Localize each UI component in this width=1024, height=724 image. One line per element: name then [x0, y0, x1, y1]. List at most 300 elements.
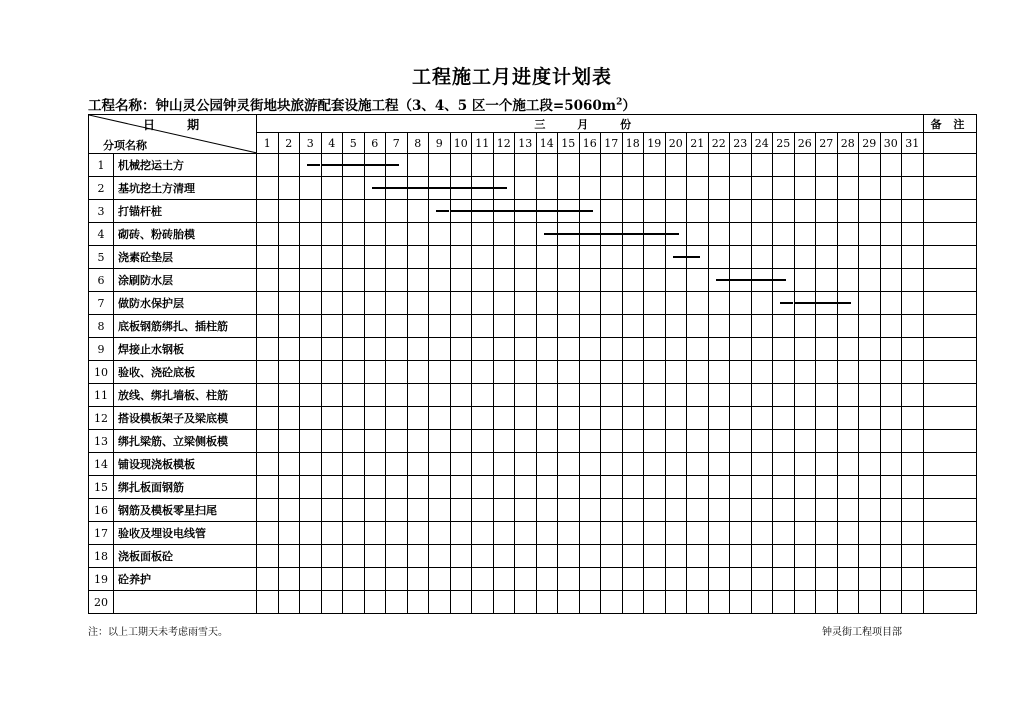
day-cell	[902, 361, 924, 384]
task-row	[89, 361, 977, 384]
day-cell	[708, 269, 730, 292]
day-cell	[622, 384, 644, 407]
day-cell	[773, 545, 795, 568]
day-cell	[515, 545, 537, 568]
day-cell	[644, 269, 666, 292]
gantt-bar-segment	[365, 164, 386, 166]
day-cell	[687, 315, 709, 338]
day-cell	[579, 361, 601, 384]
day-cell	[751, 499, 773, 522]
task-number: 7	[89, 292, 114, 315]
day-cell	[601, 154, 623, 177]
day-cell	[773, 499, 795, 522]
day-cell	[472, 430, 494, 453]
day-cell	[278, 200, 300, 223]
day-cell	[472, 545, 494, 568]
day-cell	[773, 522, 795, 545]
gantt-bar-segment	[816, 302, 837, 304]
day-cell	[515, 246, 537, 269]
day-cell	[859, 200, 881, 223]
day-cell	[386, 246, 408, 269]
day-cell	[601, 269, 623, 292]
day-cell	[257, 361, 279, 384]
project-name-suffix: ）	[622, 98, 636, 114]
task-number: 8	[89, 315, 114, 338]
day-cell	[472, 200, 494, 223]
day-cell	[343, 361, 365, 384]
day-cell	[429, 338, 451, 361]
day-cell	[773, 591, 795, 614]
day-cell	[687, 154, 709, 177]
day-cell	[257, 453, 279, 476]
day-cell	[343, 522, 365, 545]
task-number: 20	[89, 591, 114, 614]
day-cell	[386, 292, 408, 315]
day-cell	[343, 223, 365, 246]
day-cell	[751, 522, 773, 545]
day-cell	[493, 246, 515, 269]
day-cell	[558, 545, 580, 568]
day-number: 13	[515, 133, 537, 154]
day-cell	[536, 453, 558, 476]
day-cell	[859, 591, 881, 614]
day-cell	[708, 315, 730, 338]
day-number: 24	[751, 133, 773, 154]
day-cell	[257, 407, 279, 430]
day-cell	[300, 407, 322, 430]
day-cell	[536, 522, 558, 545]
day-cell	[644, 384, 666, 407]
day-cell	[321, 591, 343, 614]
gantt-bar-segment	[795, 302, 816, 304]
day-cell	[321, 430, 343, 453]
gantt-bar-segment	[601, 233, 622, 235]
day-cell	[321, 453, 343, 476]
day-cell	[364, 568, 386, 591]
day-number: 1	[257, 133, 279, 154]
day-cell	[644, 177, 666, 200]
day-cell	[429, 476, 451, 499]
day-cell	[708, 476, 730, 499]
day-cell	[859, 223, 881, 246]
day-cell	[730, 315, 752, 338]
day-cell	[364, 338, 386, 361]
day-number: 29	[859, 133, 881, 154]
day-cell	[278, 338, 300, 361]
day-cell	[816, 361, 838, 384]
task-name: 绑扎梁筋、立梁侧板模	[114, 430, 257, 453]
day-cell	[601, 223, 623, 246]
gantt-bar-segment	[780, 302, 793, 304]
day-number: 25	[773, 133, 795, 154]
day-cell	[493, 545, 515, 568]
day-cell	[902, 499, 924, 522]
day-cell	[579, 223, 601, 246]
day-cell	[364, 269, 386, 292]
day-cell	[859, 246, 881, 269]
day-cell	[558, 269, 580, 292]
day-cell	[773, 292, 795, 315]
day-cell	[665, 177, 687, 200]
gantt-bar-segment	[730, 279, 751, 281]
day-cell	[536, 292, 558, 315]
day-cell	[622, 269, 644, 292]
day-cell	[644, 154, 666, 177]
task-name: 搭设模板架子及梁底模	[114, 407, 257, 430]
day-cell	[622, 499, 644, 522]
day-cell	[493, 315, 515, 338]
day-cell	[880, 361, 902, 384]
day-cell	[407, 476, 429, 499]
project-name-text: 工程名称：钟山灵公园钟灵街地块旅游配套设施工程（3、4、5 区一个施工段=5060m	[88, 98, 617, 114]
day-cell	[429, 200, 451, 223]
day-cell	[859, 407, 881, 430]
day-cell	[450, 407, 472, 430]
day-cell	[751, 200, 773, 223]
day-cell	[859, 338, 881, 361]
gantt-bar-segment	[472, 210, 493, 212]
day-cell	[450, 384, 472, 407]
day-cell	[472, 407, 494, 430]
gantt-bar-segment	[436, 210, 449, 212]
task-row	[89, 591, 977, 614]
day-cell	[386, 338, 408, 361]
day-cell	[708, 522, 730, 545]
day-cell	[730, 200, 752, 223]
day-cell	[730, 246, 752, 269]
day-cell	[687, 292, 709, 315]
day-cell	[321, 545, 343, 568]
day-cell	[493, 453, 515, 476]
day-cell	[257, 292, 279, 315]
gantt-bar-segment	[386, 187, 407, 189]
day-number: 16	[579, 133, 601, 154]
task-row	[89, 269, 977, 292]
task-number: 9	[89, 338, 114, 361]
task-name: 机械挖运土方	[114, 154, 257, 177]
day-cell	[665, 591, 687, 614]
day-cell	[515, 269, 537, 292]
day-cell	[515, 292, 537, 315]
task-name	[114, 591, 257, 614]
day-cell	[536, 476, 558, 499]
day-cell	[579, 545, 601, 568]
day-cell	[536, 223, 558, 246]
day-cell	[364, 315, 386, 338]
day-cell	[472, 223, 494, 246]
day-cell	[837, 430, 859, 453]
gantt-bar-segment	[472, 187, 493, 189]
day-cell	[450, 430, 472, 453]
day-cell	[407, 246, 429, 269]
day-cell	[794, 568, 816, 591]
remark-cell	[923, 407, 976, 430]
remark-cell	[923, 568, 976, 591]
day-cell	[429, 499, 451, 522]
day-cell	[730, 269, 752, 292]
remark-cell	[923, 430, 976, 453]
remark-cell	[923, 476, 976, 499]
day-cell	[730, 223, 752, 246]
day-cell	[493, 200, 515, 223]
header-row-month	[89, 115, 977, 133]
day-cell	[343, 545, 365, 568]
day-cell	[558, 453, 580, 476]
day-cell	[665, 154, 687, 177]
task-row	[89, 338, 977, 361]
task-row	[89, 200, 977, 223]
gantt-bar-segment	[666, 233, 679, 235]
day-cell	[429, 384, 451, 407]
day-cell	[493, 361, 515, 384]
day-cell	[687, 200, 709, 223]
day-number: 28	[837, 133, 859, 154]
gantt-bar-segment	[558, 233, 579, 235]
task-row	[89, 453, 977, 476]
day-cell	[558, 499, 580, 522]
day-cell	[343, 407, 365, 430]
day-cell	[579, 384, 601, 407]
day-cell	[622, 338, 644, 361]
day-cell	[708, 200, 730, 223]
day-cell	[622, 223, 644, 246]
day-cell	[880, 453, 902, 476]
day-cell	[622, 591, 644, 614]
task-name: 底板钢筋绑扎、插柱筋	[114, 315, 257, 338]
day-cell	[364, 522, 386, 545]
day-cell	[407, 154, 429, 177]
day-cell	[837, 315, 859, 338]
gantt-bar-segment	[644, 233, 665, 235]
day-cell	[429, 361, 451, 384]
day-cell	[751, 545, 773, 568]
day-cell	[257, 223, 279, 246]
task-name: 打锚杆桩	[114, 200, 257, 223]
day-cell	[386, 591, 408, 614]
gantt-bar-segment	[429, 187, 450, 189]
day-cell	[257, 568, 279, 591]
remark-header-blank	[923, 133, 976, 154]
day-cell	[300, 453, 322, 476]
day-cell	[321, 361, 343, 384]
day-cell	[364, 476, 386, 499]
day-cell	[579, 292, 601, 315]
day-cell	[493, 269, 515, 292]
day-cell	[278, 430, 300, 453]
day-cell	[386, 223, 408, 246]
day-cell	[644, 246, 666, 269]
day-cell	[493, 407, 515, 430]
task-number: 2	[89, 177, 114, 200]
day-cell	[558, 246, 580, 269]
day-cell	[364, 177, 386, 200]
day-cell	[429, 223, 451, 246]
day-cell	[665, 338, 687, 361]
day-cell	[773, 223, 795, 246]
day-number: 9	[429, 133, 451, 154]
day-cell	[708, 545, 730, 568]
day-cell	[579, 453, 601, 476]
day-cell	[751, 384, 773, 407]
day-cell	[816, 292, 838, 315]
day-cell	[364, 223, 386, 246]
day-cell	[257, 338, 279, 361]
day-cell	[515, 384, 537, 407]
day-cell	[515, 315, 537, 338]
day-cell	[386, 522, 408, 545]
day-cell	[407, 384, 429, 407]
task-name: 焊接止水钢板	[114, 338, 257, 361]
day-cell	[902, 292, 924, 315]
day-cell	[601, 568, 623, 591]
task-row	[89, 407, 977, 430]
day-cell	[902, 338, 924, 361]
day-cell	[730, 407, 752, 430]
day-cell	[300, 361, 322, 384]
day-cell	[493, 384, 515, 407]
gantt-bar-segment	[408, 187, 429, 189]
day-cell	[622, 361, 644, 384]
day-number: 8	[407, 133, 429, 154]
day-cell	[493, 522, 515, 545]
day-cell	[708, 407, 730, 430]
day-number: 19	[644, 133, 666, 154]
day-cell	[880, 384, 902, 407]
day-cell	[902, 177, 924, 200]
day-cell	[493, 591, 515, 614]
day-number: 22	[708, 133, 730, 154]
day-cell	[601, 499, 623, 522]
day-cell	[665, 453, 687, 476]
day-cell	[773, 315, 795, 338]
day-cell	[343, 430, 365, 453]
day-cell	[622, 568, 644, 591]
day-cell	[687, 361, 709, 384]
day-cell	[794, 338, 816, 361]
day-cell	[708, 177, 730, 200]
day-cell	[665, 246, 687, 269]
day-cell	[816, 522, 838, 545]
day-cell	[558, 292, 580, 315]
day-cell	[343, 292, 365, 315]
day-number: 5	[343, 133, 365, 154]
day-cell	[794, 545, 816, 568]
day-cell	[665, 200, 687, 223]
remark-cell	[923, 545, 976, 568]
day-cell	[902, 591, 924, 614]
day-number: 17	[601, 133, 623, 154]
day-cell	[837, 177, 859, 200]
day-number: 10	[450, 133, 472, 154]
day-cell	[687, 407, 709, 430]
day-cell	[515, 430, 537, 453]
day-cell	[644, 292, 666, 315]
gantt-bar-segment	[580, 210, 593, 212]
day-cell	[816, 154, 838, 177]
remark-cell	[923, 269, 976, 292]
day-cell	[622, 522, 644, 545]
day-cell	[493, 177, 515, 200]
day-cell	[257, 476, 279, 499]
day-cell	[816, 177, 838, 200]
day-cell	[386, 200, 408, 223]
day-cell	[407, 499, 429, 522]
task-name: 放线、绑扎墙板、柱筋	[114, 384, 257, 407]
task-number: 3	[89, 200, 114, 223]
day-cell	[794, 384, 816, 407]
gantt-bar-segment	[451, 187, 472, 189]
day-cell	[429, 246, 451, 269]
day-cell	[450, 200, 472, 223]
task-number: 10	[89, 361, 114, 384]
gantt-bar-segment	[343, 164, 364, 166]
day-cell	[343, 246, 365, 269]
day-cell	[321, 177, 343, 200]
day-cell	[859, 568, 881, 591]
day-cell	[708, 430, 730, 453]
day-cell	[472, 361, 494, 384]
day-cell	[751, 453, 773, 476]
day-cell	[579, 338, 601, 361]
day-cell	[880, 246, 902, 269]
day-cell	[321, 522, 343, 545]
day-cell	[751, 269, 773, 292]
day-cell	[837, 407, 859, 430]
day-cell	[816, 269, 838, 292]
day-cell	[558, 430, 580, 453]
day-cell	[300, 338, 322, 361]
day-number: 26	[794, 133, 816, 154]
day-cell	[859, 315, 881, 338]
day-cell	[386, 545, 408, 568]
day-cell	[665, 292, 687, 315]
day-cell	[536, 568, 558, 591]
day-cell	[558, 568, 580, 591]
day-cell	[579, 568, 601, 591]
day-cell	[321, 292, 343, 315]
day-cell	[300, 430, 322, 453]
day-cell	[472, 154, 494, 177]
day-cell	[450, 269, 472, 292]
day-cell	[386, 430, 408, 453]
day-cell	[536, 591, 558, 614]
day-cell	[730, 591, 752, 614]
task-row	[89, 545, 977, 568]
day-cell	[558, 177, 580, 200]
task-name: 浇素砼垫层	[114, 246, 257, 269]
day-cell	[859, 361, 881, 384]
day-cell	[278, 522, 300, 545]
day-cell	[429, 315, 451, 338]
day-cell	[622, 476, 644, 499]
day-cell	[601, 476, 623, 499]
day-cell	[278, 246, 300, 269]
day-cell	[407, 591, 429, 614]
day-cell	[343, 177, 365, 200]
day-cell	[493, 338, 515, 361]
day-cell	[837, 568, 859, 591]
day-cell	[751, 591, 773, 614]
day-cell	[579, 154, 601, 177]
day-cell	[687, 499, 709, 522]
gantt-bar-segment	[716, 279, 729, 281]
task-name: 浇板面板砼	[114, 545, 257, 568]
task-name: 验收及埋设电线管	[114, 522, 257, 545]
gantt-bar-segment	[494, 210, 515, 212]
day-cell	[343, 200, 365, 223]
day-cell	[665, 361, 687, 384]
day-cell	[257, 200, 279, 223]
